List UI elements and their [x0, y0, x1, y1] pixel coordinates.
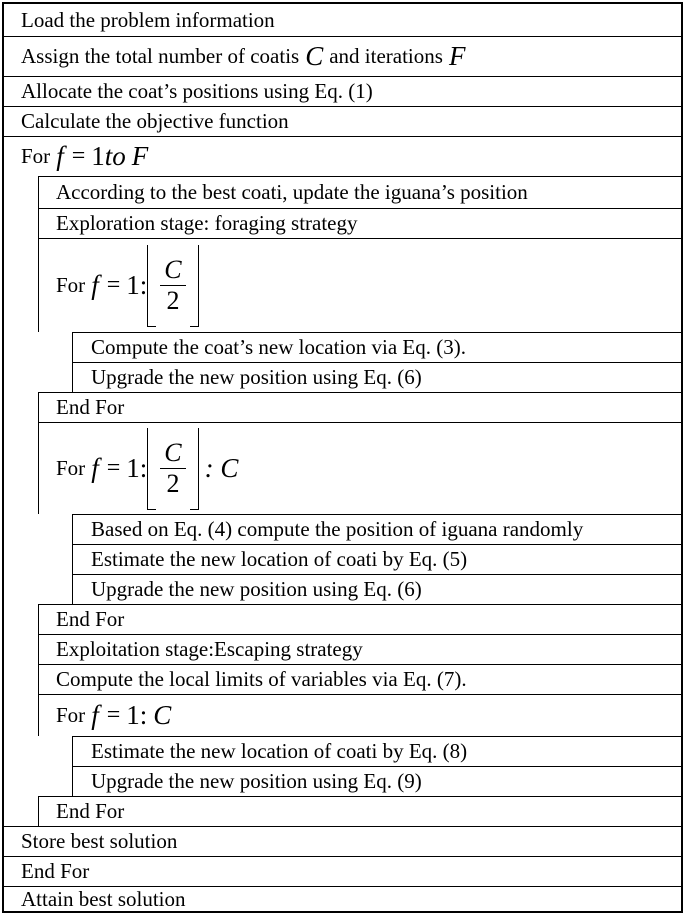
step-text: Store best solution [21, 829, 178, 853]
loop-end: : C [204, 453, 239, 483]
step-attain-best [4, 886, 681, 911]
step-compute-iguana-random [72, 514, 681, 544]
fraction-numerator: C [164, 255, 182, 284]
fraction [158, 245, 187, 327]
step-upgrade-position [72, 362, 681, 392]
loop-start: 1: [126, 700, 148, 730]
loop-end: F [131, 141, 149, 171]
to-keyword: to [104, 141, 126, 171]
step-text: Calculate the objective function [21, 109, 289, 133]
fraction-denominator: 2 [166, 286, 180, 315]
equals: = [106, 272, 121, 298]
step-text: and iterations [329, 44, 443, 68]
step-text: End For [21, 859, 90, 883]
variable-c: C [305, 41, 324, 71]
floor-bracket [147, 428, 198, 510]
end-for-outer [4, 856, 681, 886]
step-text: End For [56, 395, 125, 419]
equals: = [106, 455, 121, 481]
step-text: Compute the local limits of variables via Eq. (7). [56, 667, 467, 691]
step-text: Compute the coat’s new location via Eq. (3). [91, 335, 466, 359]
loop-start: 1 [91, 141, 105, 171]
step-text: Load the problem information [21, 7, 275, 32]
step-exploration-stage [38, 208, 681, 238]
loop-var: f [91, 270, 99, 300]
step-exploitation-stage [38, 634, 681, 664]
end-for [38, 604, 681, 634]
step-text: Based on Eq. (4) compute the position of iguana randomly [91, 517, 584, 541]
step-text: End For [56, 799, 125, 823]
step-estimate-location-eq5 [72, 544, 681, 574]
step-text: Assign the total number of coatis [21, 44, 300, 68]
step-text: Estimate the new location of coati by Eq. (5) [91, 547, 468, 571]
loop-end: C [153, 700, 172, 730]
step-text: Upgrade the new position using Eq. (9) [91, 769, 422, 793]
step-text: Exploitation stage:Escaping strategy [56, 637, 363, 661]
step-calc-objective [4, 106, 681, 136]
step-update-iguana [38, 176, 681, 208]
for-keyword: For [21, 144, 51, 168]
for-loop-second-half [38, 422, 681, 514]
fraction-numerator: C [164, 438, 182, 467]
step-text: Estimate the new location of coati by Eq. (8) [91, 739, 468, 763]
step-text: Attain best solution [21, 886, 186, 911]
step-upgrade-position-eq6 [72, 574, 681, 604]
step-text: Upgrade the new position using Eq. (6) [91, 365, 422, 389]
algorithm-table [2, 2, 683, 913]
step-assign-coatis [4, 36, 681, 76]
floor-bracket [147, 245, 198, 327]
step-text: End For [56, 607, 125, 631]
loop-var: f [56, 141, 64, 171]
end-for [38, 392, 681, 422]
step-compute-new-location [72, 332, 681, 362]
for-loop-half-population [38, 238, 681, 332]
loop-start: 1: [126, 453, 148, 483]
fraction [158, 428, 187, 510]
end-for [38, 796, 681, 826]
step-allocate-positions [4, 76, 681, 106]
for-keyword: For [56, 703, 86, 727]
outer-for-loop [4, 136, 681, 176]
step-load-problem [4, 4, 681, 36]
step-store-best [4, 826, 681, 856]
equals: = [106, 702, 121, 728]
for-keyword: For [56, 456, 86, 480]
step-text: According to the best coati, update the iguana’s position [56, 180, 528, 204]
loop-start: 1: [126, 270, 148, 300]
step-estimate-location-eq8 [72, 736, 681, 766]
step-upgrade-position-eq9 [72, 766, 681, 796]
loop-var: f [91, 700, 99, 730]
for-loop-full-population [38, 694, 681, 736]
for-keyword: For [56, 273, 86, 297]
step-text: Upgrade the new position using Eq. (6) [91, 577, 422, 601]
fraction-denominator: 2 [166, 469, 180, 498]
step-local-limits [38, 664, 681, 694]
loop-var: f [91, 453, 99, 483]
variable-f: F [448, 41, 466, 71]
equals: = [71, 143, 86, 169]
step-text: Exploration stage: foraging strategy [56, 211, 358, 235]
step-text: Allocate the coat’s positions using Eq. (1) [21, 79, 373, 103]
